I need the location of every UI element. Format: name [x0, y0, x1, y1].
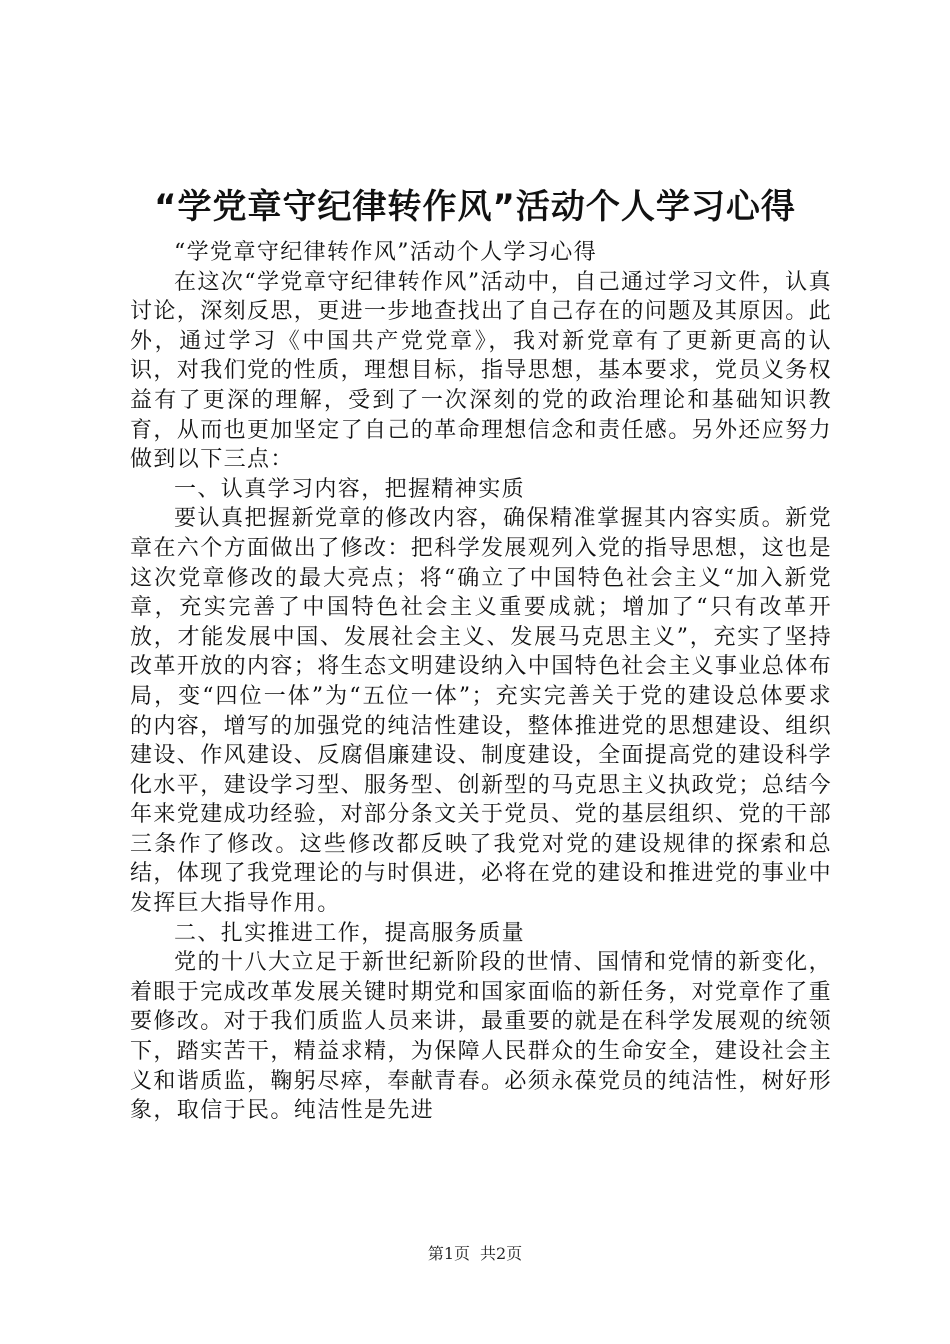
subtitle-paragraph: “学党章守纪律转作风”活动个人学习心得	[174, 240, 598, 265]
page-total: 共2页	[480, 1244, 523, 1263]
section-heading-1: 一、认真学习内容，把握精神实质	[174, 476, 526, 502]
section-heading-2: 二、扎实推进工作，提高服务质量	[174, 920, 526, 946]
document-body	[130, 238, 832, 1126]
document-title: “学党章守纪律转作风”活动个人学习心得	[154, 187, 796, 227]
section-1-paragraph: 要认真把握新党章的修改内容，确保精准掌握其内容实质。新党章在六个方面做出了修改：把科学发展观列入党的指导思想，这也是这次党章修改的最大亮点；将“确立了中国特色社会主义“加入新党章，充实完善了中国特色社会主义重要成就；增加了“只有改革开放，才能发展中国、发展社会主义、发展马克思主义”，充实了坚持改革开放的内容；将生态文明建设纳入中国特色社会主义事业总体布局，变“四位一体”为“五位一体”；充实完善关于党的建设总体要求的内容，增写的加强党的纯洁性建设，整体推进党的思想建设、组织建设、作风建设、反腐倡廉建设、制度建设，全面提高党的建设科学化水平，建设学习型、服务型、创新型的马克思主义执政党；总结今年来党建成功经验，对部分条文关于党员、党的基层组织、党的干部三条作了修改。这些修改都反映了我党对党的建设规律的探索和总结，体现了我党理论的与时俱进，必将在党的建设和推进党的事业中发挥巨大指导作用。	[130, 506, 833, 917]
page-footer	[0, 1244, 950, 1264]
section-2-paragraph: 党的十八大立足于新世纪新阶段的世情、国情和党情的新变化，着眼于完成改革发展关键时期党和国家面临的新任务，对党章作了重要修改。对于我们质监人员来讲，最重要的就是在科学发展观的统领下，踏实苦干，精益求精，为保障人民群众的生命安全，建设社会主义和谐质监，鞠躬尽瘁，奉献青春。必须永葆党员的纯洁性，树好形象，取信于民。纯洁性是先进	[130, 950, 833, 1124]
intro-paragraph: 在这次“学党章守纪律转作风”活动中，自己通过学习文件，认真讨论，深刻反思，更进一步地查找出了自己存在的问题及其原因。此外，通过学习《中国共产党党章》，我对新党章有了更新更高的认识，对我们党的性质，理想目标，指导思想，基本要求，党员义务权益有了更深的理解，受到了一次深刻的党的政治理论和基础知识教育，从而也更加坚定了自己的革命理想信念和责任感。另外还应努力做到以下三点：	[130, 269, 833, 473]
page-number: 第1页	[427, 1244, 470, 1263]
